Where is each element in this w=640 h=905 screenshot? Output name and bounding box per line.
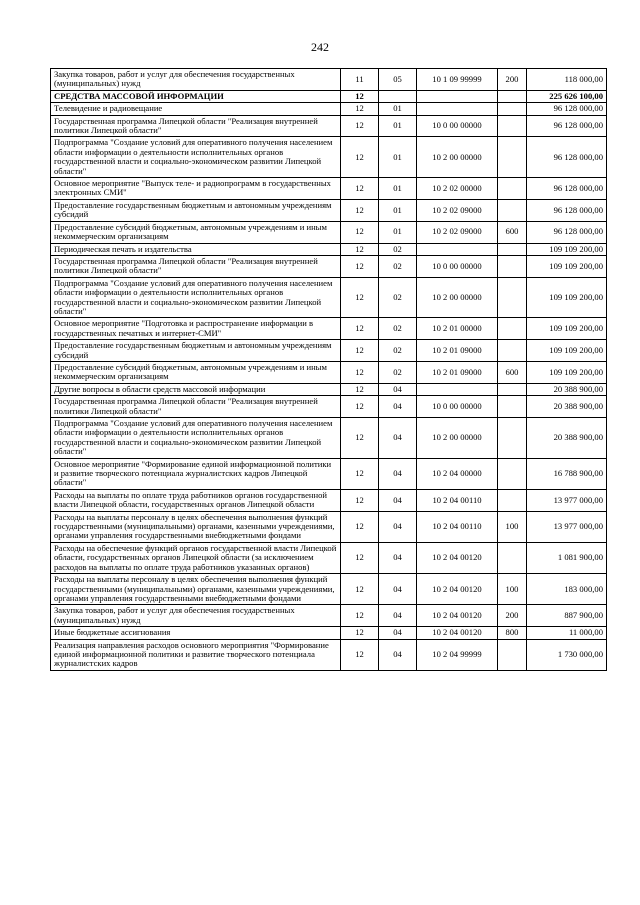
row-section-code-cell: 04 [379, 574, 417, 605]
table-row [51, 574, 607, 605]
row-target-article-cell: 10 0 00 00000 [417, 115, 498, 137]
row-expense-type-cell [498, 243, 527, 255]
row-expense-type-cell: 100 [498, 574, 527, 605]
row-target-article-cell: 10 2 01 00000 [417, 318, 498, 340]
row-expense-type-cell [498, 418, 527, 459]
row-name-cell: Расходы на выплаты персоналу в целях обеспечения выполнения функций государственными (муниципальными) органами, казенными учреждениями, органами управления государственными внебюджетными фондами [51, 574, 341, 605]
row-section-code-cell: 01 [379, 115, 417, 137]
row-ministry-code-cell: 12 [341, 178, 379, 200]
row-amount-cell: 109 109 200,00 [527, 255, 607, 277]
row-expense-type-cell [498, 383, 527, 395]
table-row [51, 458, 607, 489]
table-row [51, 418, 607, 459]
row-name-cell: Телевидение и радиовещание [51, 103, 341, 115]
row-target-article-cell: 10 1 09 99999 [417, 69, 498, 91]
row-ministry-code-cell: 12 [341, 489, 379, 511]
row-name-cell: Подпрограмма "Создание условий для оперативного получения населением области информации о деятельности исполнительных органов государственной власти и социально-экономическом развитии Липецкой области" [51, 137, 341, 178]
row-name-cell: Предоставление субсидий бюджетным, автономным учреждениям и иным некоммерческим организациям [51, 361, 341, 383]
row-section-code-cell: 04 [379, 418, 417, 459]
row-target-article-cell: 10 2 01 09000 [417, 361, 498, 383]
row-name-cell: СРЕДСТВА МАССОВОЙ ИНФОРМАЦИИ [51, 90, 341, 102]
row-expense-type-cell [498, 255, 527, 277]
row-name-cell: Подпрограмма "Создание условий для оперативного получения населением области информации о деятельности исполнительных органов государственной власти и социально-экономическом развитии Липецкой области" [51, 277, 341, 318]
row-target-article-cell: 10 2 00 00000 [417, 418, 498, 459]
row-target-article-cell: 10 2 04 00110 [417, 511, 498, 542]
row-section-code-cell: 04 [379, 627, 417, 639]
row-section-code-cell: 02 [379, 277, 417, 318]
row-name-cell: Расходы на выплаты персоналу в целях обеспечения выполнения функций государственными (муниципальными) органами, казенными учреждениями, органами управления государственными внебюджетными фондами [51, 511, 341, 542]
row-target-article-cell: 10 2 04 99999 [417, 639, 498, 670]
row-target-article-cell [417, 383, 498, 395]
table-row [51, 103, 607, 115]
row-amount-cell: 96 128 000,00 [527, 103, 607, 115]
table-row [51, 255, 607, 277]
row-amount-cell: 225 626 100,00 [527, 90, 607, 102]
row-expense-type-cell [498, 396, 527, 418]
row-name-cell: Реализация направления расходов основного мероприятия "Формирование единой информационной политики и развитие творческого потенциала журналистских кадров [51, 639, 341, 670]
row-amount-cell: 13 977 000,00 [527, 511, 607, 542]
row-name-cell: Государственная программа Липецкой области "Реализация внутренней политики Липецкой области" [51, 396, 341, 418]
row-name-cell: Основное мероприятие "Формирование единой информационной политики и развитие творческого потенциала журналистских кадров Липецкой области" [51, 458, 341, 489]
row-target-article-cell: 10 2 01 09000 [417, 340, 498, 362]
row-target-article-cell: 10 2 04 00120 [417, 605, 498, 627]
row-section-code-cell: 02 [379, 340, 417, 362]
row-ministry-code-cell: 12 [341, 639, 379, 670]
row-amount-cell: 118 000,00 [527, 69, 607, 91]
row-amount-cell: 96 128 000,00 [527, 199, 607, 221]
row-section-code-cell: 02 [379, 255, 417, 277]
row-section-code-cell: 02 [379, 361, 417, 383]
table-row [51, 340, 607, 362]
table-row [51, 542, 607, 573]
row-amount-cell: 887 900,00 [527, 605, 607, 627]
row-expense-type-cell: 200 [498, 69, 527, 91]
row-expense-type-cell [498, 489, 527, 511]
table-row [51, 90, 607, 102]
row-ministry-code-cell: 12 [341, 383, 379, 395]
row-section-code-cell: 05 [379, 69, 417, 91]
row-section-code-cell: 04 [379, 489, 417, 511]
row-ministry-code-cell: 12 [341, 115, 379, 137]
table-row [51, 511, 607, 542]
row-ministry-code-cell: 12 [341, 511, 379, 542]
row-target-article-cell: 10 2 04 00120 [417, 627, 498, 639]
row-amount-cell: 183 000,00 [527, 574, 607, 605]
row-expense-type-cell: 800 [498, 627, 527, 639]
row-expense-type-cell [498, 178, 527, 200]
row-name-cell: Предоставление субсидий бюджетным, автономным учреждениям и иным некоммерческим организациям [51, 221, 341, 243]
row-section-code-cell: 01 [379, 178, 417, 200]
row-name-cell: Расходы на обеспечение функций органов государственной власти Липецкой области, государственных органов Липецкой области (за исключением расходов на выплаты по оплате труда работников указанных органов) [51, 542, 341, 573]
row-ministry-code-cell: 12 [341, 199, 379, 221]
row-amount-cell: 16 788 900,00 [527, 458, 607, 489]
row-target-article-cell: 10 2 02 09000 [417, 199, 498, 221]
row-section-code-cell: 01 [379, 199, 417, 221]
row-name-cell: Другие вопросы в области средств массовой информации [51, 383, 341, 395]
table-row [51, 361, 607, 383]
table-row [51, 243, 607, 255]
row-target-article-cell: 10 2 04 00120 [417, 574, 498, 605]
row-amount-cell: 109 109 200,00 [527, 361, 607, 383]
row-target-article-cell: 10 2 02 00000 [417, 178, 498, 200]
row-name-cell: Предоставление государственным бюджетным и автономным учреждениям субсидий [51, 199, 341, 221]
row-amount-cell: 20 388 900,00 [527, 396, 607, 418]
row-ministry-code-cell: 12 [341, 605, 379, 627]
row-amount-cell: 109 109 200,00 [527, 318, 607, 340]
row-amount-cell: 13 977 000,00 [527, 489, 607, 511]
table-row [51, 383, 607, 395]
row-amount-cell: 96 128 000,00 [527, 137, 607, 178]
row-target-article-cell: 10 2 04 00000 [417, 458, 498, 489]
row-target-article-cell [417, 103, 498, 115]
row-section-code-cell: 04 [379, 383, 417, 395]
row-ministry-code-cell: 12 [341, 318, 379, 340]
row-name-cell: Основное мероприятие "Подготовка и распространение информации в государственных печатных и интернет-СМИ" [51, 318, 341, 340]
row-amount-cell: 20 388 900,00 [527, 418, 607, 459]
row-ministry-code-cell: 12 [341, 90, 379, 102]
row-target-article-cell: 10 0 00 00000 [417, 396, 498, 418]
row-amount-cell: 1 081 900,00 [527, 542, 607, 573]
row-amount-cell: 109 109 200,00 [527, 277, 607, 318]
row-target-article-cell: 10 2 04 00110 [417, 489, 498, 511]
row-ministry-code-cell: 12 [341, 396, 379, 418]
row-target-article-cell: 10 2 02 09000 [417, 221, 498, 243]
row-target-article-cell [417, 90, 498, 102]
row-name-cell: Расходы на выплаты по оплате труда работников органов государственной власти Липецкой области, государственных органов Липецкой области [51, 489, 341, 511]
table-row [51, 221, 607, 243]
row-target-article-cell [417, 243, 498, 255]
row-amount-cell: 1 730 000,00 [527, 639, 607, 670]
row-expense-type-cell [498, 542, 527, 573]
row-ministry-code-cell: 12 [341, 277, 379, 318]
table-row [51, 605, 607, 627]
table-row [51, 178, 607, 200]
row-name-cell: Основное мероприятие "Выпуск теле- и радиопрограмм в государственных электронных СМИ" [51, 178, 341, 200]
budget-table [50, 68, 607, 671]
row-expense-type-cell [498, 103, 527, 115]
row-section-code-cell: 04 [379, 542, 417, 573]
row-name-cell: Подпрограмма "Создание условий для оперативного получения населением области информации о деятельности исполнительных органов государственной власти и социально-экономическом развитии Липецкой области" [51, 418, 341, 459]
row-ministry-code-cell: 12 [341, 243, 379, 255]
row-section-code-cell: 01 [379, 137, 417, 178]
row-name-cell: Предоставление государственным бюджетным и автономным учреждениям субсидий [51, 340, 341, 362]
row-section-code-cell: 04 [379, 396, 417, 418]
row-amount-cell: 20 388 900,00 [527, 383, 607, 395]
row-expense-type-cell [498, 458, 527, 489]
row-amount-cell: 109 109 200,00 [527, 243, 607, 255]
row-amount-cell: 96 128 000,00 [527, 221, 607, 243]
row-ministry-code-cell: 12 [341, 340, 379, 362]
row-section-code-cell: 04 [379, 511, 417, 542]
row-expense-type-cell [498, 90, 527, 102]
table-row [51, 115, 607, 137]
row-name-cell: Периодическая печать и издательства [51, 243, 341, 255]
row-expense-type-cell: 100 [498, 511, 527, 542]
row-name-cell: Закупка товаров, работ и услуг для обеспечения государственных (муниципальных) нужд [51, 605, 341, 627]
row-section-code-cell: 04 [379, 639, 417, 670]
row-ministry-code-cell: 12 [341, 627, 379, 639]
budget-table-body [51, 69, 607, 671]
table-row [51, 318, 607, 340]
table-row [51, 69, 607, 91]
row-section-code-cell: 01 [379, 103, 417, 115]
row-name-cell: Государственная программа Липецкой области "Реализация внутренней политики Липецкой области" [51, 115, 341, 137]
row-ministry-code-cell: 11 [341, 69, 379, 91]
table-row [51, 639, 607, 670]
row-amount-cell: 11 000,00 [527, 627, 607, 639]
row-ministry-code-cell: 12 [341, 361, 379, 383]
table-row [51, 396, 607, 418]
row-target-article-cell: 10 0 00 00000 [417, 255, 498, 277]
row-expense-type-cell [498, 115, 527, 137]
row-expense-type-cell [498, 639, 527, 670]
row-section-code-cell: 01 [379, 221, 417, 243]
row-ministry-code-cell: 12 [341, 221, 379, 243]
row-expense-type-cell: 600 [498, 221, 527, 243]
row-section-code-cell: 02 [379, 318, 417, 340]
row-amount-cell: 96 128 000,00 [527, 178, 607, 200]
row-target-article-cell: 10 2 04 00120 [417, 542, 498, 573]
row-target-article-cell: 10 2 00 00000 [417, 137, 498, 178]
table-row [51, 489, 607, 511]
row-section-code-cell: 02 [379, 243, 417, 255]
row-expense-type-cell [498, 340, 527, 362]
row-amount-cell: 109 109 200,00 [527, 340, 607, 362]
page-number: 242 [311, 40, 329, 54]
row-ministry-code-cell: 12 [341, 418, 379, 459]
row-name-cell: Государственная программа Липецкой области "Реализация внутренней политики Липецкой области" [51, 255, 341, 277]
row-section-code-cell: 04 [379, 458, 417, 489]
row-ministry-code-cell: 12 [341, 542, 379, 573]
row-name-cell: Закупка товаров, работ и услуг для обеспечения государственных (муниципальных) нужд [51, 69, 341, 91]
row-amount-cell: 96 128 000,00 [527, 115, 607, 137]
table-row [51, 137, 607, 178]
row-expense-type-cell [498, 277, 527, 318]
table-row [51, 199, 607, 221]
row-section-code-cell [379, 90, 417, 102]
row-ministry-code-cell: 12 [341, 255, 379, 277]
row-ministry-code-cell: 12 [341, 458, 379, 489]
row-expense-type-cell [498, 318, 527, 340]
row-target-article-cell: 10 2 00 00000 [417, 277, 498, 318]
row-name-cell: Иные бюджетные ассигнования [51, 627, 341, 639]
row-ministry-code-cell: 12 [341, 103, 379, 115]
row-ministry-code-cell: 12 [341, 574, 379, 605]
row-expense-type-cell [498, 199, 527, 221]
table-row [51, 627, 607, 639]
row-ministry-code-cell: 12 [341, 137, 379, 178]
row-expense-type-cell [498, 137, 527, 178]
row-expense-type-cell: 200 [498, 605, 527, 627]
row-section-code-cell: 04 [379, 605, 417, 627]
row-expense-type-cell: 600 [498, 361, 527, 383]
table-row [51, 277, 607, 318]
